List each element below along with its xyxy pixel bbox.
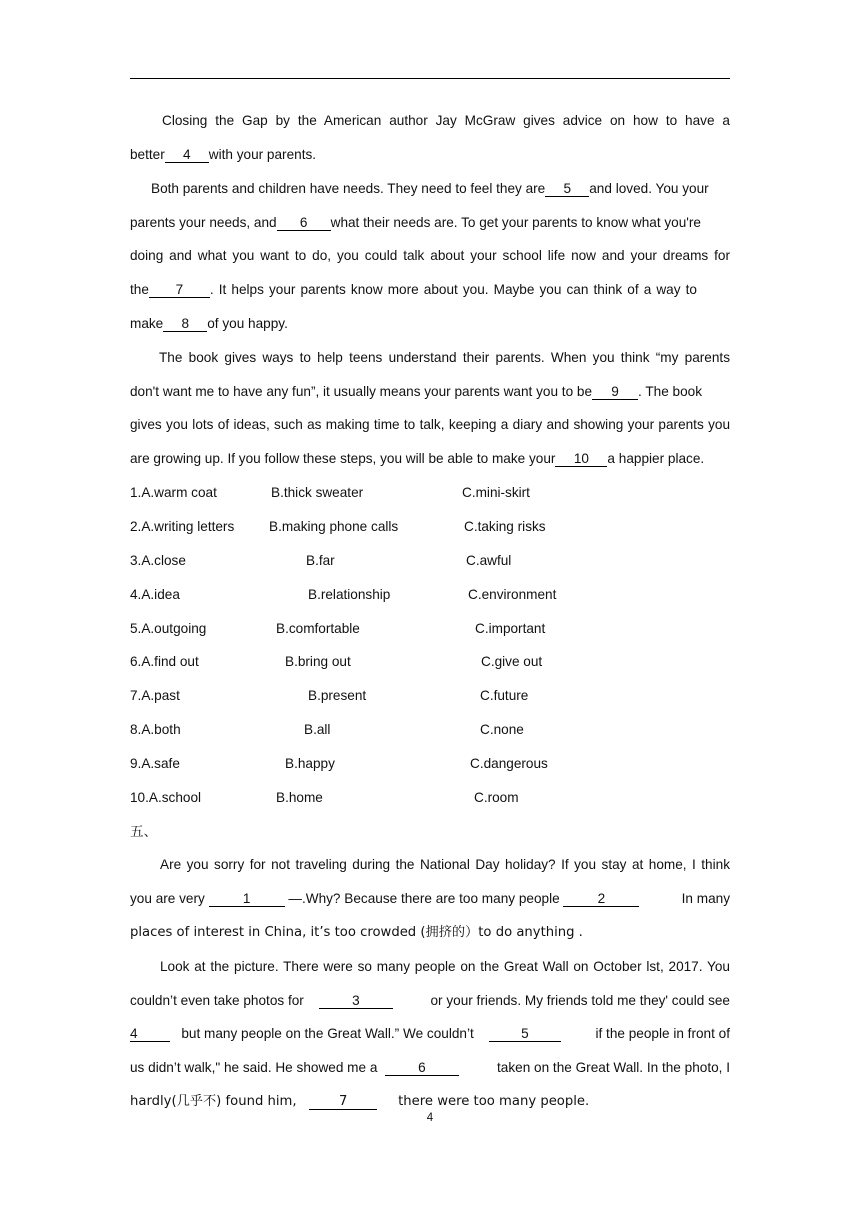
option-c: C.awful [466,553,512,568]
option-c: C.taking risks [464,519,546,534]
text-line: hardly(几乎不) found him, 7 there were too many people. [130,1094,590,1109]
option-b: B.thick sweater [271,485,364,500]
blank-10: 10 [555,452,607,467]
text-line: places of interest in China, it’s too crowded (拥挤的）to do anything . [130,925,583,940]
blank-7: 7 [149,283,210,298]
option-a: 7.A.past [130,688,180,703]
text-line: doing and what you want to do, you could talk about your school life now and your dreams for [130,248,730,263]
blank-4: 4 [130,1027,170,1042]
option-c: C.future [480,688,529,703]
text-line: Both parents and children have needs. They need to feel they are 5 and loved. You your [151,181,709,196]
blank-2: 2 [563,892,639,907]
option-b: B.bring out [285,654,351,669]
option-a: 9.A.safe [130,756,180,771]
option-c: C.dangerous [470,756,548,771]
text-line: you are very 1 —.Why? Because there are too many people 2 In many [130,891,730,906]
text-line: gives you lots of ideas, such as making time to talk, keeping a diary and showing your parents you [130,417,730,432]
text-line: The book gives ways to help teens understand their parents. When you think “my parents [159,350,730,365]
option-c: C.none [480,722,524,737]
option-b: B.comfortable [276,621,360,636]
option-a: 5.A.outgoing [130,621,207,636]
text-line: are growing up. If you follow these steps, you will be able to make your 10 a happier place. [130,451,705,466]
option-a: 1.A.warm coat [130,485,217,500]
option-a: 6.A.find out [130,654,199,669]
blank-5: 5 [545,182,589,197]
header-rule [130,78,730,79]
option-c: C.environment [468,587,557,602]
text-line: better 4 with your parents. [130,147,317,162]
option-b: B.far [306,553,335,568]
blank-8: 8 [163,317,207,332]
option-b: B.happy [285,756,335,771]
option-b: B.making phone calls [269,519,399,534]
option-a: 2.A.writing letters [130,519,235,534]
option-a: 10.A.school [130,790,202,805]
text-line: don't want me to have any fun”, it usually means your parents want you to be 9 . The book [130,384,703,399]
text-line: Are you sorry for not traveling during the National Day holiday? If you stay at home, I think [160,857,730,872]
blank-6: 6 [277,216,331,231]
option-c: C.room [474,790,519,805]
option-b: B.home [276,790,323,805]
text-line: couldn’t even take photos for 3 or your friends. My friends told me they' could see [130,993,730,1008]
text-line: Look at the picture. There were so many people on the Great Wall on October lst, 2017. You [160,959,730,974]
blank-6: 6 [385,1061,459,1076]
text-line: Closing the Gap by the American author Jay McGraw gives advice on how to have a [162,113,730,128]
option-b: B.relationship [308,587,391,602]
option-a: 4.A.idea [130,587,180,602]
text-line: the 7 . It helps your parents know more about you. Maybe you can think of a way to [130,282,697,297]
section-heading: 五、 [130,824,158,840]
text-line: parents your needs, and 6 what their needs are. To get your parents to know what you're [130,215,701,230]
blank-7: 7 [309,1095,377,1110]
text-line: us didn’t walk," he said. He showed me a 6 taken on the Great Wall. In the photo, I [130,1060,730,1075]
option-c: C.give out [481,654,543,669]
blank-3: 3 [319,994,393,1009]
blank-1: 1 [209,892,285,907]
option-c: C.mini-skirt [462,485,530,500]
page-number: 4 [426,1112,434,1124]
blank-5: 5 [489,1027,561,1042]
blank-4: 4 [165,148,209,163]
option-a: 3.A.close [130,553,186,568]
option-b: B.present [308,688,367,703]
option-c: C.important [475,621,546,636]
option-b: B.all [304,722,331,737]
text-line: make 8 of you happy. [130,316,288,331]
text-line: 4 but many people on the Great Wall.” We couldn’t 5 if the people in front of [130,1026,730,1041]
option-a: 8.A.both [130,722,181,737]
blank-9: 9 [592,385,638,400]
